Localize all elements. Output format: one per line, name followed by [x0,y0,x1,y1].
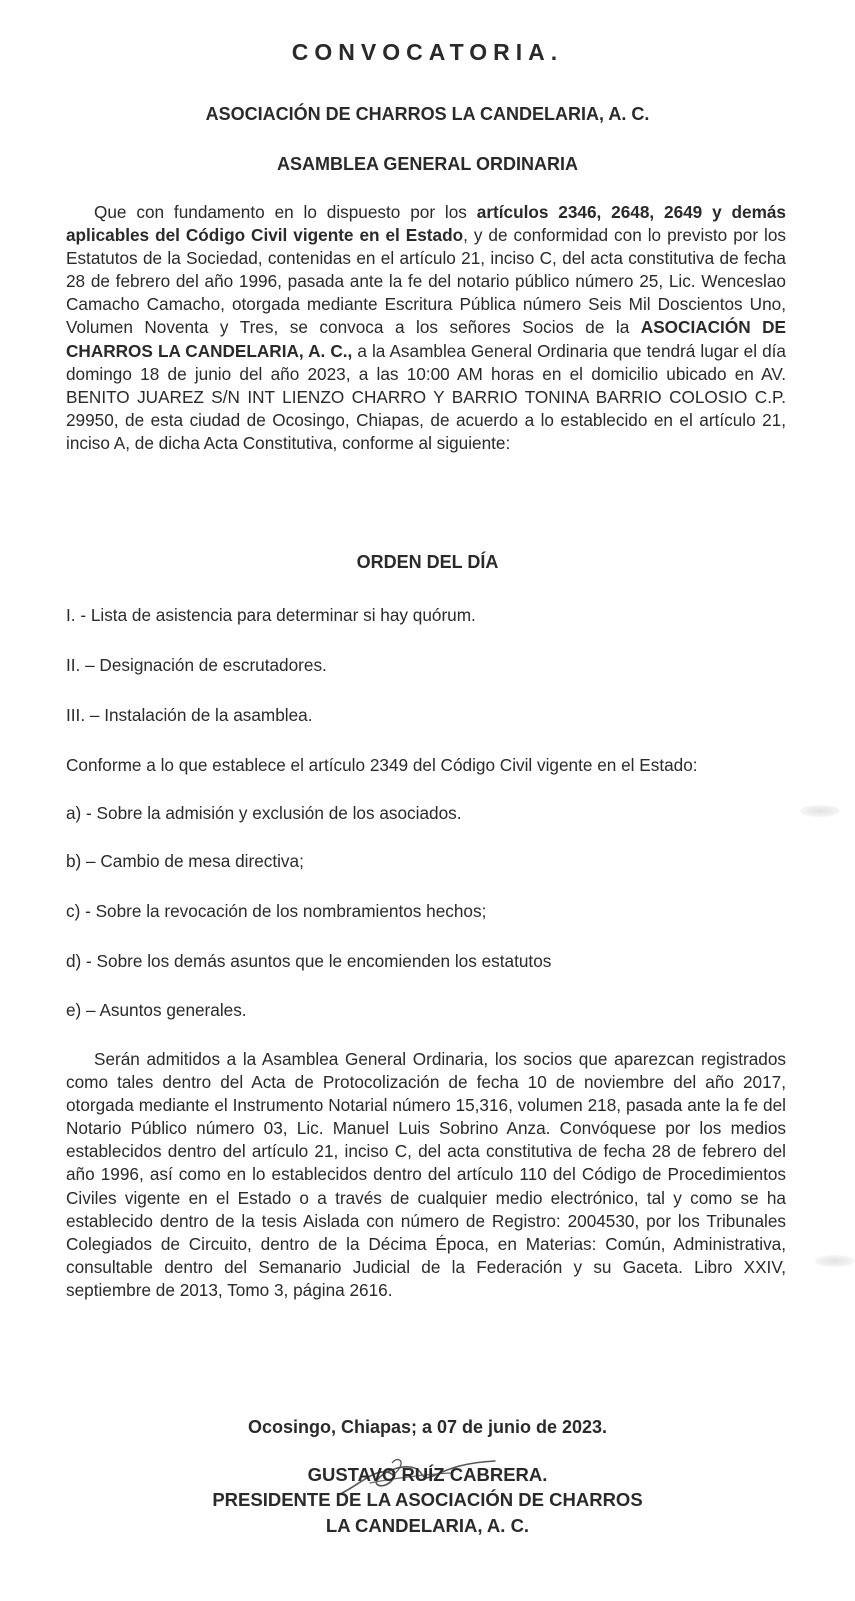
intro-text-3: a la Asamblea General Ordinaria que tendrá lugar el día domingo 18 de junio del año 2023, a las 10:00 AM horas en el domicilio ubicado en AV. BENITO JUAREZ S/N INT LIENZO CHARRO Y BARRIO TONINA BARRIO COLOSIO C.P. 29950, de esta ciudad de Ocosingo, Chiapas, de acuerdo a lo establecido en el artículo 21, inciso A, de dicha Acta Constitutiva, conforme al siguiente: [66,340,786,453]
intro-text-2: , y de conformidad con lo previsto por los Estatutos de la Sociedad, contenidas en el artículo 21, inciso C, del acta constitutiva de fecha 28 de febrero del año 1996, pasada ante la fe del notario público número 25, Lic. Wenceslao Camacho Camacho, otorgada mediante Escritura Pública número Seis Mil Doscientos Uno, Volumen Noventa y Tres, se convoca a los señores Socios de la [66,225,786,338]
signer-role-line1: PRESIDENTE DE LA ASOCIACIÓN DE CHARROS [212,1489,643,1510]
agenda-preface: Conforme a lo que establece el artículo 2349 del Código Civil vigente en el Estado: [66,755,698,775]
agenda-item: III. – Instalación de la asamblea. [66,705,313,725]
agenda-item: II. – Designación de escrutadores. [66,655,327,675]
agenda-item: e) – Asuntos generales. [66,1000,247,1020]
intro-paragraph [66,201,786,455]
intro-bold-association: ASOCIACIÓN DE CHARROS LA CANDELARIA, A. C., [66,317,787,361]
assembly-heading: ASAMBLEA GENERAL ORDINARIA [276,154,578,174]
signer-role-line2: LA CANDELARIA, A. C. [325,1515,530,1536]
intro-text-1: Que con fundamento en lo dispuesto por los [94,202,477,222]
agenda-heading: ORDEN DEL DÍA [356,552,499,572]
organization-heading: ASOCIACIÓN DE CHARROS LA CANDELARIA, A. C. [205,104,650,124]
agenda-item: a) - Sobre la admisión y exclusión de los asociados. [66,803,462,823]
agenda-item: c) - Sobre la revocación de los nombramientos hechos; [66,901,487,921]
closing-paragraph [66,1048,786,1302]
agenda-item: d) - Sobre los demás asuntos que le encomienden los estatutos [66,951,552,971]
intro-bold-articles: artículos 2346, 2648, 2649 y demás aplicables del Código Civil vigente en el Estado [66,202,786,246]
closing-text: Serán admitidos a la Asamblea General Ordinaria, los socios que aparezcan registrados como tales dentro del Acta de Protocolización de fecha 10 de noviembre del año 2017, otorgada mediante el Instrumento Notarial número 15,316, volumen 218, pasada ante la fe del Notario Público número 03, Lic. Manuel Luis Sobrino Anza. Convóquese por los medios establecidos dentro del artículo 21, inciso C, del acta constitutiva de fecha 28 de febrero del año 1996, así como en lo establecidos dentro del artículo 110 del Código de Procedimientos Civiles vigente en el Estado o a través de cualquier medio electrónico, tal y como se ha establecido dentro de la tesis Aislada con número de Registro: 2004530, por los Tribunales Colegiados de Circuito, dentro de la Décima Época, en Materias: Común, Administrativa, consultable dentro del Semanario Judicial de la Federación y su Gaceta. Libro XXIV, septiembre de 2013, Tomo 3, página 2616. [66,1049,786,1300]
signer-name: GUSTAVO RUÍZ CABRERA. [307,1464,548,1485]
scan-smudge [800,805,840,817]
document-title: CONVOCATORIA. [291,39,564,65]
place-date: Ocosingo, Chiapas; a 07 de junio de 2023. [247,1417,608,1437]
agenda-item: b) – Cambio de mesa directiva; [66,851,304,871]
scan-smudge [815,1255,855,1267]
agenda-item: I. - Lista de asistencia para determinar si hay quórum. [66,605,476,625]
